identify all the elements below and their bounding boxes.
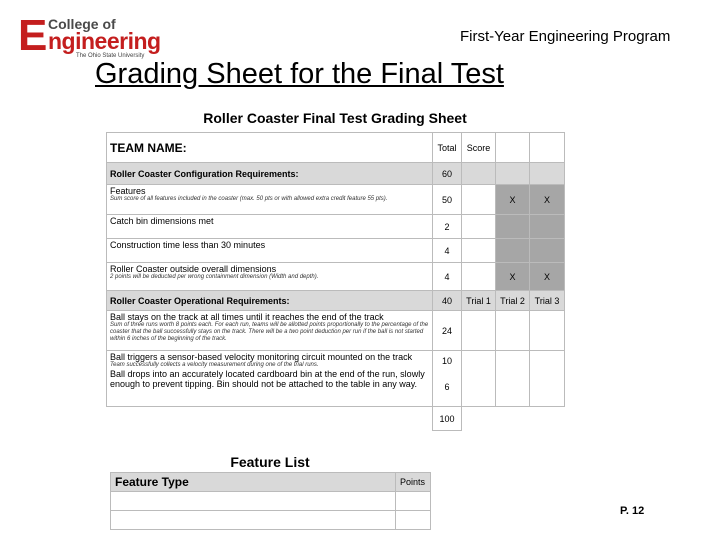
x-mark: X — [496, 185, 530, 215]
features-label: Features — [110, 186, 146, 196]
col-score: Score — [462, 133, 496, 163]
logo-e: E — [18, 11, 48, 60]
ball-track-points: 24 — [433, 311, 462, 351]
feature-type-header: Feature Type — [111, 473, 396, 492]
construction-row — [107, 239, 565, 263]
trial-1: Trial 1 — [462, 291, 496, 311]
catch-row — [107, 215, 565, 239]
grand-total: 100 — [433, 407, 462, 431]
operational-total: 40 — [433, 291, 462, 311]
drop-label: Ball drops into an accurately located cardboard bin at the end of the run, slowly enough to prevent tipping. Bin should not be attached to the table in any way. — [110, 369, 425, 389]
catch-label: Catch bin dimensions met — [107, 215, 433, 239]
logo-college: College of — [48, 16, 116, 32]
logo-tagline: The Ohio State University — [76, 53, 145, 59]
team-label: TEAM NAME: — [107, 133, 433, 163]
ball-track-label: Ball stays on the track at all times until it reaches the end of the track — [110, 312, 384, 322]
grading-sheet-title: Roller Coaster Final Test Grading Sheet — [203, 110, 467, 126]
catch-points: 2 — [433, 215, 462, 239]
config-header: Roller Coaster Configuration Requirements: — [107, 163, 433, 185]
page-title: Grading Sheet for the Final Test — [95, 58, 504, 90]
feature-list-title: Feature List — [230, 454, 310, 470]
operational-header: Roller Coaster Operational Requirements: — [107, 291, 433, 311]
program-name: First-Year Engineering Program — [460, 28, 671, 45]
feature-row — [111, 492, 431, 511]
sensor-points: 10 — [441, 356, 452, 366]
logo-engineering: ngineering — [48, 28, 161, 54]
team-row — [107, 133, 565, 163]
feature-list-table — [110, 472, 431, 530]
features-row — [107, 185, 565, 215]
grading-table — [106, 132, 565, 431]
drop-points: 6 — [444, 382, 450, 392]
outside-points: 4 — [433, 263, 462, 291]
ball-track-row — [107, 311, 565, 351]
x-mark: X — [530, 185, 565, 215]
col-total: Total — [433, 133, 462, 163]
sensor-note: Team successfully collects a velocity measurement during one of the trial runs. — [110, 362, 319, 368]
config-total: 60 — [433, 163, 462, 185]
ball-track-note: Sum of three runs worth 8 points each. For each run, teams will be allotted points proportionally to the percentage of the coaster that the ball successfully stays on the track. There will be a two point deduction per run if the ball is not started within 6 inches of the beginning of the track. — [110, 322, 429, 342]
college-logo — [18, 12, 166, 58]
page-number: P. 12 — [620, 505, 645, 517]
feature-row — [111, 511, 431, 530]
operational-header-row — [107, 291, 565, 311]
outside-row — [107, 263, 565, 291]
sensor-drop-row — [107, 351, 565, 407]
outside-note: 2 points will be deducted per wrong containment dimension (Width and depth). — [110, 274, 319, 280]
outside-label: Roller Coaster outside overall dimensions — [110, 264, 277, 274]
x-mark: X — [496, 263, 530, 291]
config-header-row — [107, 163, 565, 185]
sensor-label: Ball triggers a sensor-based velocity monitoring circuit mounted on the track — [110, 352, 413, 362]
construction-label: Construction time less than 30 minutes — [107, 239, 433, 263]
features-points: 50 — [433, 185, 462, 215]
trial-2: Trial 2 — [496, 291, 530, 311]
total-row — [107, 407, 565, 431]
x-mark: X — [530, 263, 565, 291]
points-header: Points — [396, 473, 431, 492]
construction-points: 4 — [433, 239, 462, 263]
features-note: Sum score of all features included in the coaster (max. 50 pts or with allowed extra credit feature 55 pts). — [110, 196, 388, 202]
trial-3: Trial 3 — [530, 291, 565, 311]
